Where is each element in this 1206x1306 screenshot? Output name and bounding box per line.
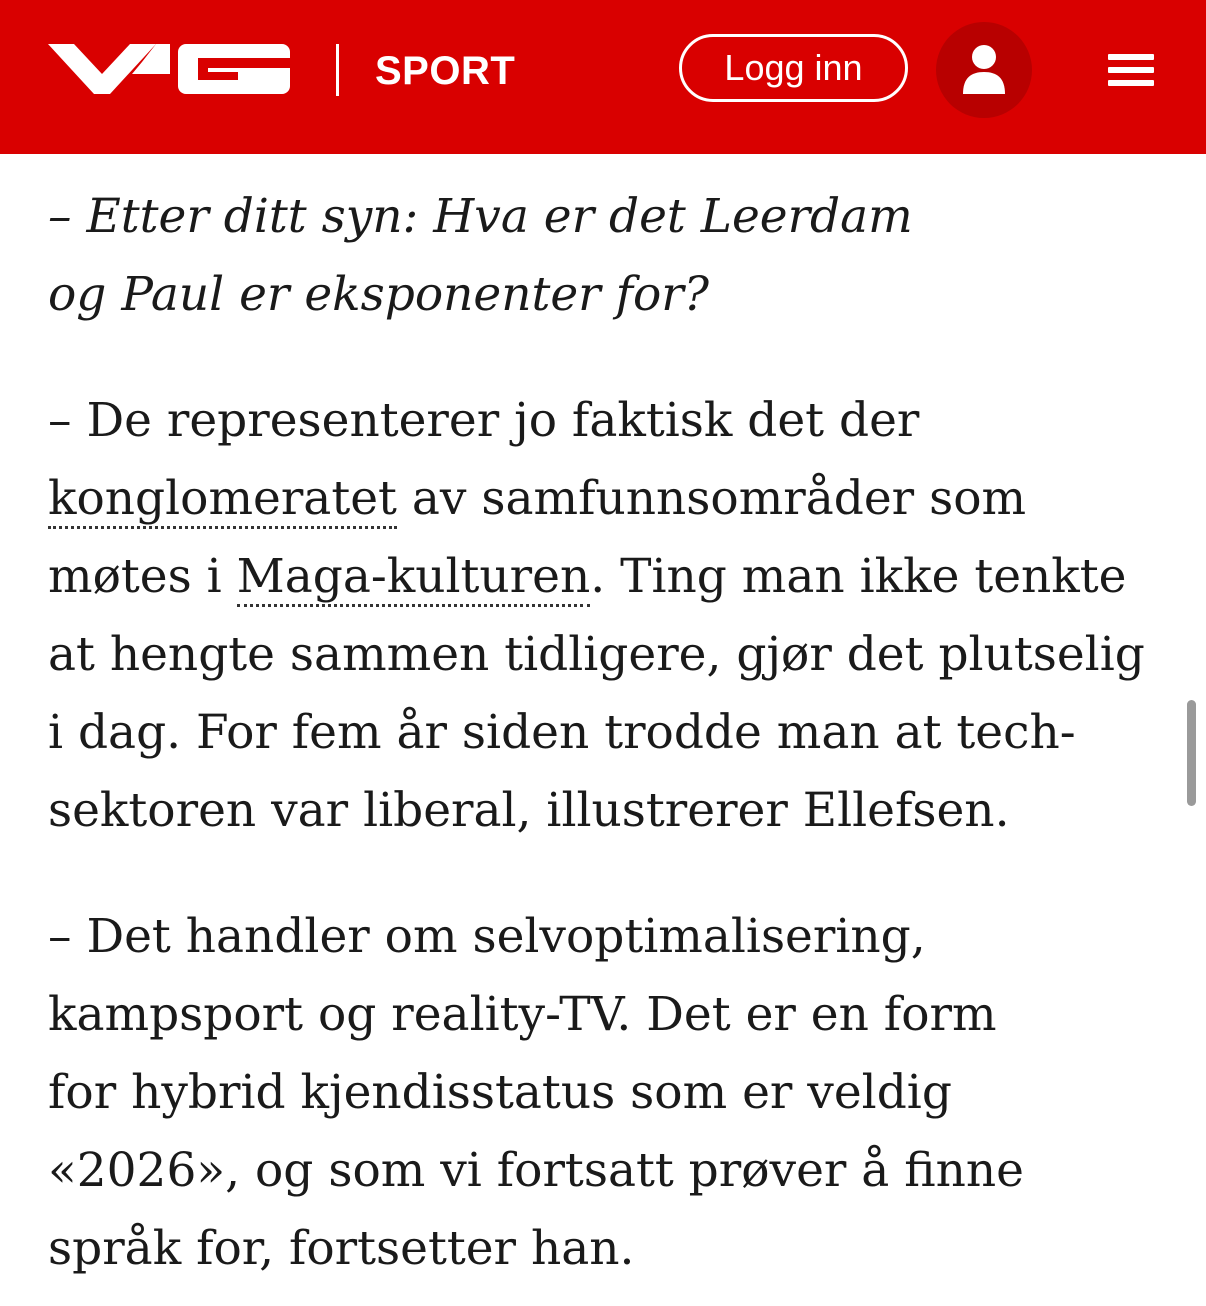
term-explainer-konglomeratet[interactable]: konglomeratet [48,471,397,529]
term-explainer-maga-kulturen[interactable]: Maga-kulturen [237,549,591,607]
login-button[interactable]: Logg inn [679,34,908,102]
hamburger-menu-icon[interactable] [1104,48,1158,92]
answer-paragraph-1 [48,382,1158,850]
answer-paragraph-2: – Det handler om selvoptimalisering, kampsport og reality-TV. Det er en form for hybrid kjendisstatus som er veldig «2026», og som vi fortsatt prøver å finne språk for, fortsetter han. [48,909,1024,1276]
profile-button[interactable] [936,22,1032,118]
answer-1-part-1: – De representerer jo faktisk det der [48,393,920,448]
section-label[interactable]: SPORT [375,49,516,93]
header-divider [336,44,339,96]
answer-1-part-2: av samfunnsområder som møtes i [48,471,1027,604]
article-body [48,178,1158,1288]
interview-question [48,178,948,334]
user-icon [961,44,1007,96]
vg-logo[interactable] [48,44,290,94]
top-navigation-bar [0,0,1206,154]
question-line-2: og Paul er eksponenter for? [48,267,709,322]
scrollbar-thumb[interactable] [1187,700,1196,806]
answer-1-part-3: . Ting man ikke tenkte at hengte sammen tidligere, gjør det plutselig i dag. For fem år siden trodde man at tech-sektoren var liberal, illustrerer Ellefsen. [48,549,1145,838]
question-line-1: – Etter ditt syn: Hva er det Leerdam [48,189,913,244]
